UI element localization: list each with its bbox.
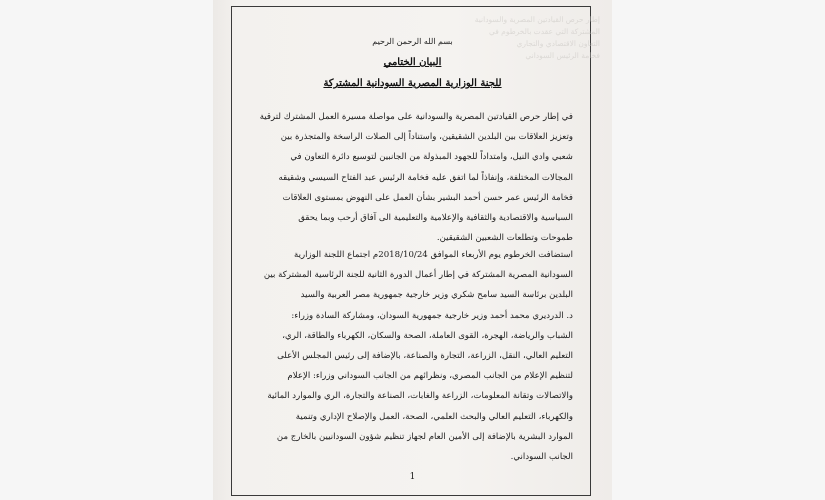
dark-background-right [612, 0, 825, 500]
document-subtitle: للجنة الوزارية المصرية السودانية المشتركة [323, 78, 502, 89]
paragraph-line: السودانية المصرية المشتركة في إطار أعمال الدورة الثانية للجنة الرئاسية المشتركة بين [263, 270, 573, 281]
paragraph-line: الشباب والرياضة، الهجرة، القوى العاملة، الصحة والسكان، الكهرباء والطاقة، الري، [282, 330, 573, 341]
paragraph-line: والاتصالات وتقانة المعلومات، الزراعة والغابات، الصناعة والتجارة، الري والموارد المائية [267, 391, 573, 402]
paragraph-line: الجانب السوداني. [510, 452, 573, 463]
paragraph-line: في إطار حرص القيادتين المصرية والسودانية على مواصلة مسيرة العمل المشترك لترقية [259, 112, 573, 122]
bleed-through-text: إطار حرص القيادتين المصرية والسودانية المشتركة التي عقدت بالخرطوم في التعاون الاقتصادي والتجاري فخامة الرئيس السوداني [474, 15, 600, 60]
paragraph-line: د. الدرديري محمد أحمد وزير خارجية جمهورية السودان، ومشاركة السادة وزراء: [291, 310, 573, 321]
paragraph-line: وتعزيز العلاقات بين البلدين الشقيقين، واستناداً إلى الصلات الراسخة والمتجذرة بين [280, 132, 573, 143]
paragraph-line: استضافت الخرطوم يوم الأربعاء الموافق 2018/10/24م اجتماع اللجنة الوزارية [293, 250, 573, 260]
page-number: 1 [409, 472, 416, 482]
paragraph-line: شعبي وادي النيل، وامتداداً للجهود المبذولة من الجانبين لتوسيع دائرة التعاون في [290, 152, 573, 163]
paragraph-line: السياسية والاقتصادية والثقافية والإعلامية والتعليمية الى آفاق أرحب وبما يحقق [298, 213, 573, 224]
dark-background-left [0, 0, 213, 500]
paragraph-intro [251, 107, 573, 248]
paragraph-line: البلدين برئاسة السيد سامح شكري وزير خارجية جمهورية مصر العربية والسيد [300, 290, 573, 301]
paragraph-meeting [251, 245, 573, 467]
basmala: بسم الله الرحمن الرحيم [372, 37, 453, 46]
paragraph-line: طموحات وتطلعات الشعبين الشقيقين. [436, 233, 573, 244]
document-title: البيان الختامي [383, 57, 442, 68]
paragraph-line: المجالات المختلفة، وإنفاذاً لما اتفق عليه فخامة الرئيس عبد الفتاح السيسي وشقيقه [278, 172, 573, 183]
paragraph-line: فخامة الرئيس عمر حسن أحمد البشير بشأن العمل على النهوض بمستوى العلاقات [282, 192, 573, 203]
paragraph-line: الموارد البشرية بالإضافة إلى الأمين العام لجهاز تنظيم شؤون السودانيين بالخارج من [276, 431, 573, 442]
paragraph-line: والكهرباء، التعليم العالي والبحث العلمي، الصحة، العمل والإصلاح الإداري وتنمية [295, 411, 573, 422]
document-page [213, 0, 612, 500]
paragraph-line: لتنظيم الإعلام من الجانب المصري، ونظرائهم من الجانب السوداني وزراء: الإعلام [287, 371, 573, 382]
paragraph-line: التعليم العالي، النقل، الزراعة، التجارة والصناعة، بالإضافة إلى رئيس المجلس الأعلى [277, 351, 573, 362]
